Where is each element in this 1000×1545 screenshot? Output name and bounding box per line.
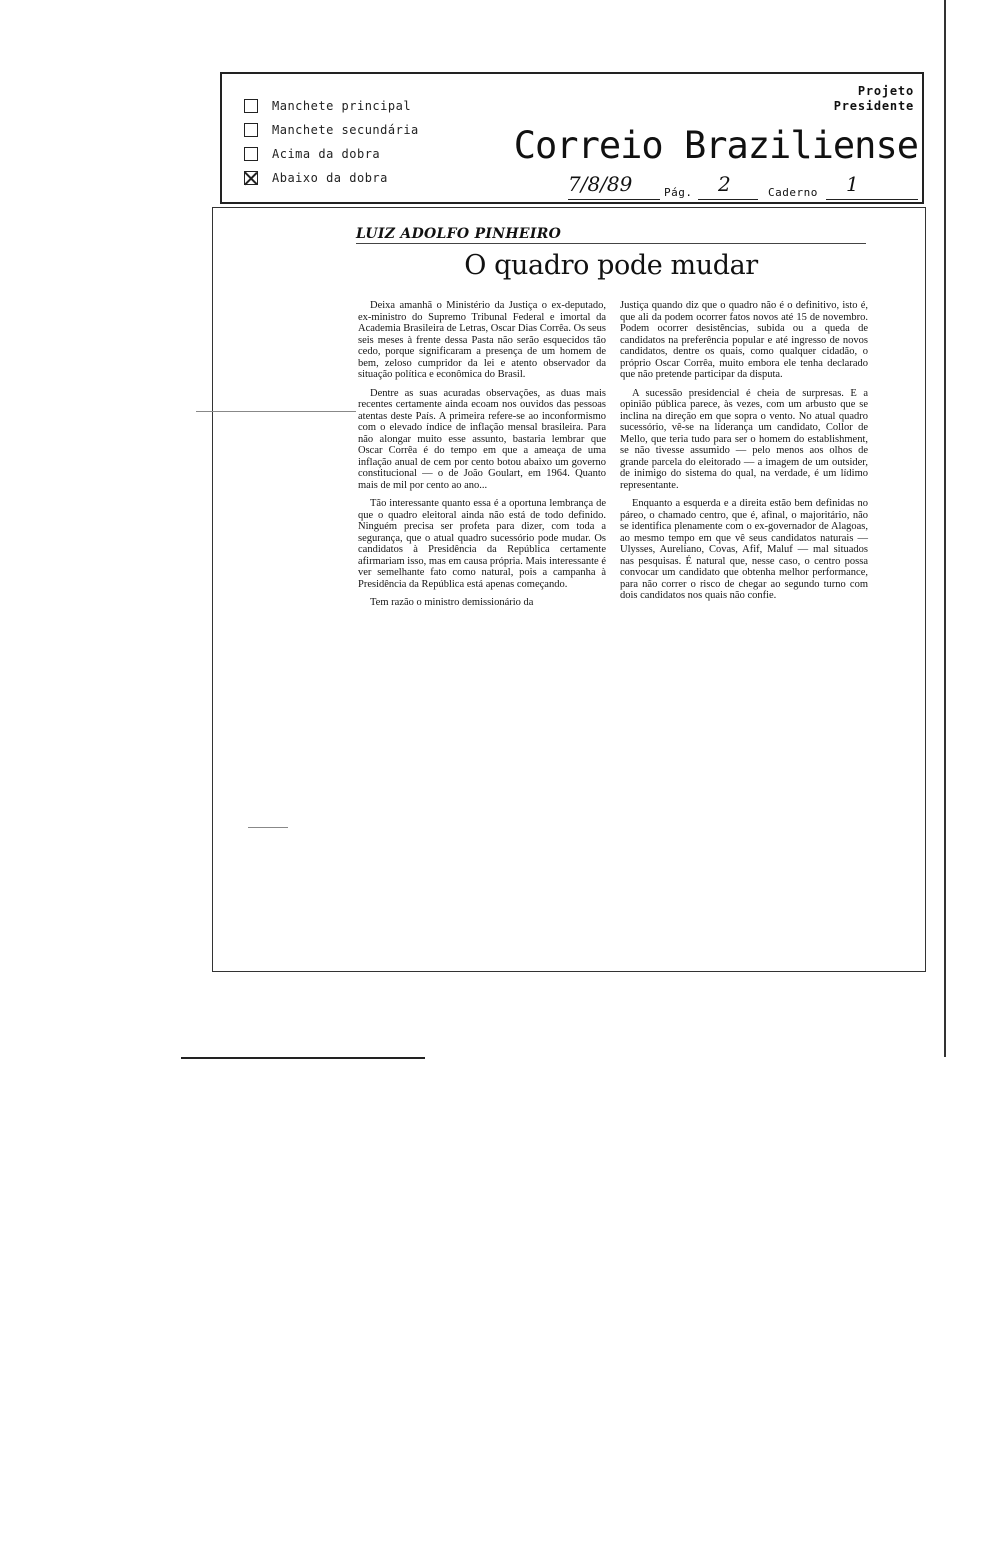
placement-item-manchete-secundaria <box>244 118 419 142</box>
page-edge-rule <box>944 0 946 1057</box>
bottom-rule <box>181 1057 425 1059</box>
article-column-right <box>620 300 868 609</box>
placement-item-acima-da-dobra <box>244 142 419 166</box>
section-number: 1 <box>846 172 859 196</box>
newspaper-masthead: Correio Braziliense <box>513 124 918 167</box>
article-paragraph: Enquanto a esquerda e a direita estão bem definidas no páreo, o chamado centro, que é, afinal, o majoritário, não se identifica plenamente com o ex-governador de Alagoas, ao mesmo tempo em que vê seus candidatos naturais — Ulysses, Aureliano, Covas, Afif, Maluf — mal situados nas pesquisas. É natural que, nesse caso, o centro possa convocar um candidato que obtenha melhor performance, para não correr o risco de chegar ao segundo turno com dois candidatos nos quais não confie. <box>620 498 868 601</box>
placement-label: Acima da dobra <box>272 147 381 161</box>
placement-item-abaixo-da-dobra <box>244 166 419 190</box>
checkbox-abaixo-da-dobra[interactable] <box>244 171 258 185</box>
article-column-left <box>358 300 606 616</box>
placement-label: Manchete principal <box>272 99 412 113</box>
checkbox-manchete-principal[interactable] <box>244 99 258 113</box>
checkbox-manchete-secundaria[interactable] <box>244 123 258 137</box>
scan-mark <box>248 827 288 828</box>
placement-item-manchete-principal <box>244 94 419 118</box>
article-author: LUIZ ADOLFO PINHEIRO <box>356 226 866 244</box>
article-paragraph: Tão interessante quanto essa é a oportuna lembrança de que o quadro eleitoral ainda não está de todo definido. Ninguém precisa ser profeta para dizer, com toda a segurança, que o atual quadro sucessório pode mudar. Os candidatos à Presidência da República certamente afirmariam isso, mas em causa própria. Mais interessante é ver semelhante fato como natural, pois a campanha à Presidência da República está apenas começando. <box>358 498 606 590</box>
publication-meta <box>568 172 918 202</box>
page-number: 2 <box>718 172 731 196</box>
article-paragraph: A sucessão presidencial é cheia de surpresas. E a opinião pública parece, às vezes, com um arbusto que se inclina na direção em que sopra o vento. No atual quadro sucessório, vê-se na liderança um candidato, Collor de Mello, que teria tudo para ser o homem do establishment, se não tivesse assumido — pelo menos aos olhos de grande parcela do eleitorado — a imagem de um outsider, de inimigo do sistema do qual, na verdade, é um lídimo representante. <box>620 387 868 491</box>
article-paragraph: Dentre as suas acuradas observações, as duas mais recentes certamente ainda ecoam nos ouvidos das pessoas atentas deste País. A primeira refere-se ao inconformismo com o elevado índice de inflação mensal brasileira. Para não alongar muito esse assunto, bastaria lembrar que Oscar Corrêa é do tempo em que a ameaça de uma inflação anual de cem por cento botou abaixo um governo constitucional — o de João Goulart, em 1964. Quanto mais de mil por cento ao ano... <box>358 387 606 491</box>
section-underline <box>826 199 918 200</box>
placement-label: Abaixo da dobra <box>272 171 388 185</box>
publication-date: 7/8/89 <box>568 172 633 196</box>
article-title: O quadro pode mudar <box>464 250 758 281</box>
project-label-line-2: Presidente <box>833 99 914 113</box>
page-label: Pág. <box>664 186 693 199</box>
article-paragraph: Deixa amanhã o Ministério da Justiça o ex-deputado, ex-ministro do Supremo Tribunal Federal e imortal da Academia Brasileira de Letras, Oscar Dias Corrêa. Os seus seis meses à frente dessa Pasta não serão esquecidos tão cedo, porque significaram a presença de um homem de bem, zeloso cumpridor da lei e atento observador da situação política e econômica do Brasil. <box>358 300 606 380</box>
checkbox-acima-da-dobra[interactable] <box>244 147 258 161</box>
scan-mark <box>196 411 356 412</box>
article-paragraph: Justiça quando diz que o quadro não é o definitivo, isto é, que ali da podem ocorrer fatos novos até 15 de novembro. Podem ocorrer desistências, subida ou a queda de candidatos na preferência popular e até ingresso de novos candidatos, dentre os quais, como qualquer cidadão, o próprio Oscar Corrêa, muito embora ele tenha declarado que não pretende participar da disputa. <box>620 300 868 380</box>
page-underline <box>698 199 758 200</box>
section-label: Caderno <box>768 186 818 199</box>
article-paragraph: Tem razão o ministro demissionário da <box>370 597 534 608</box>
project-label <box>834 84 914 114</box>
project-label-line-1: Projeto <box>857 84 914 98</box>
placement-label: Manchete secundária <box>272 123 419 137</box>
placement-checklist <box>244 94 419 190</box>
clipping-header <box>220 72 924 204</box>
date-underline <box>568 199 660 200</box>
